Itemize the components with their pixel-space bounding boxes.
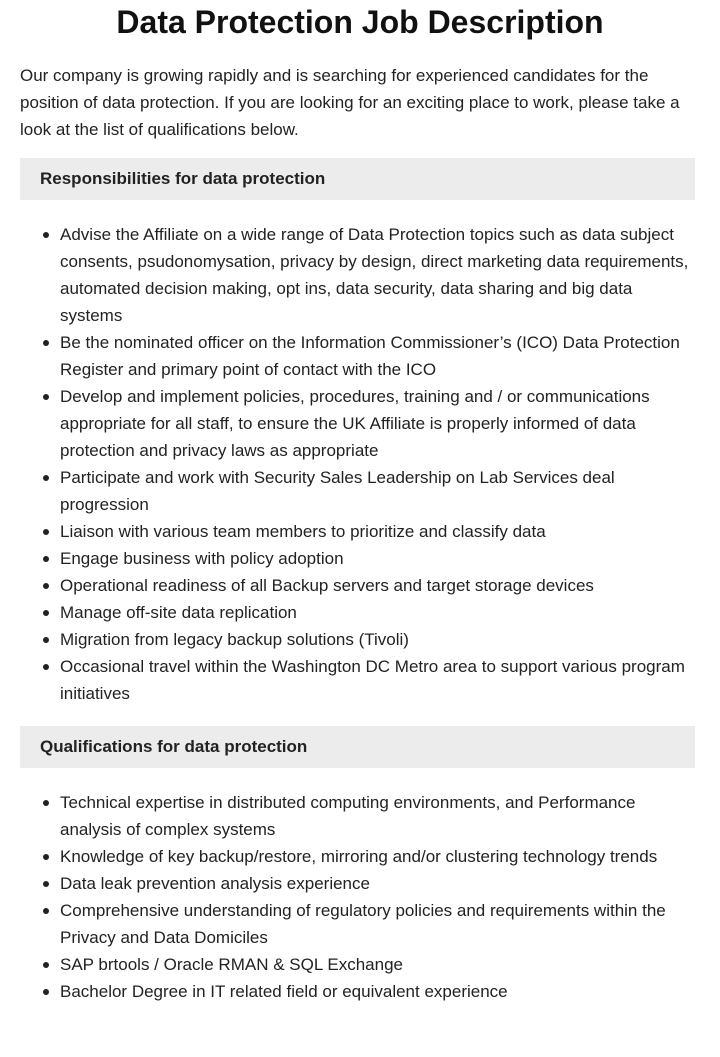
page-title: Data Protection Job Description bbox=[116, 4, 604, 40]
list-item: Liaison with various team members to prioritize and classify data bbox=[60, 518, 695, 545]
list-item: Develop and implement policies, procedures, training and / or communications appropriate for all staff, to ensure the UK Affiliate is properly informed of data protection and privacy laws as appropriate bbox=[60, 383, 695, 464]
list-item: SAP brtools / Oracle RMAN & SQL Exchange bbox=[60, 951, 695, 978]
list-item: Participate and work with Security Sales Leadership on Lab Services deal progression bbox=[60, 464, 695, 518]
list-item: Engage business with policy adoption bbox=[60, 545, 695, 572]
list-item: Migration from legacy backup solutions (Tivoli) bbox=[60, 626, 695, 653]
responsibilities-list bbox=[20, 221, 695, 707]
list-item: Data leak prevention analysis experience bbox=[60, 870, 695, 897]
responsibilities-heading: Responsibilities for data protection bbox=[20, 158, 695, 200]
list-item: Knowledge of key backup/restore, mirroring and/or clustering technology trends bbox=[60, 843, 695, 870]
list-item: Occasional travel within the Washington DC Metro area to support various program initiatives bbox=[60, 653, 695, 707]
list-item: Bachelor Degree in IT related field or equivalent experience bbox=[60, 978, 695, 1005]
list-item: Be the nominated officer on the Information Commissioner’s (ICO) Data Protection Register and primary point of contact with the ICO bbox=[60, 329, 695, 383]
qualifications-heading: Qualifications for data protection bbox=[20, 726, 695, 768]
list-item: Comprehensive understanding of regulatory policies and requirements within the Privacy and Data Domiciles bbox=[60, 897, 695, 951]
list-item: Technical expertise in distributed computing environments, and Performance analysis of complex systems bbox=[60, 789, 695, 843]
intro-paragraph: Our company is growing rapidly and is searching for experienced candidates for the position of data protection. If you are looking for an exciting place to work, please take a look at the list of qualifications below. bbox=[20, 66, 680, 139]
list-item: Operational readiness of all Backup servers and target storage devices bbox=[60, 572, 695, 599]
list-item: Advise the Affiliate on a wide range of Data Protection topics such as data subject consents, psudonomysation, privacy by design, direct marketing data requirements, automated decision making, opt ins, data security, data sharing and big data systems bbox=[60, 221, 695, 329]
qualifications-list bbox=[20, 789, 695, 1005]
list-item: Manage off-site data replication bbox=[60, 599, 695, 626]
